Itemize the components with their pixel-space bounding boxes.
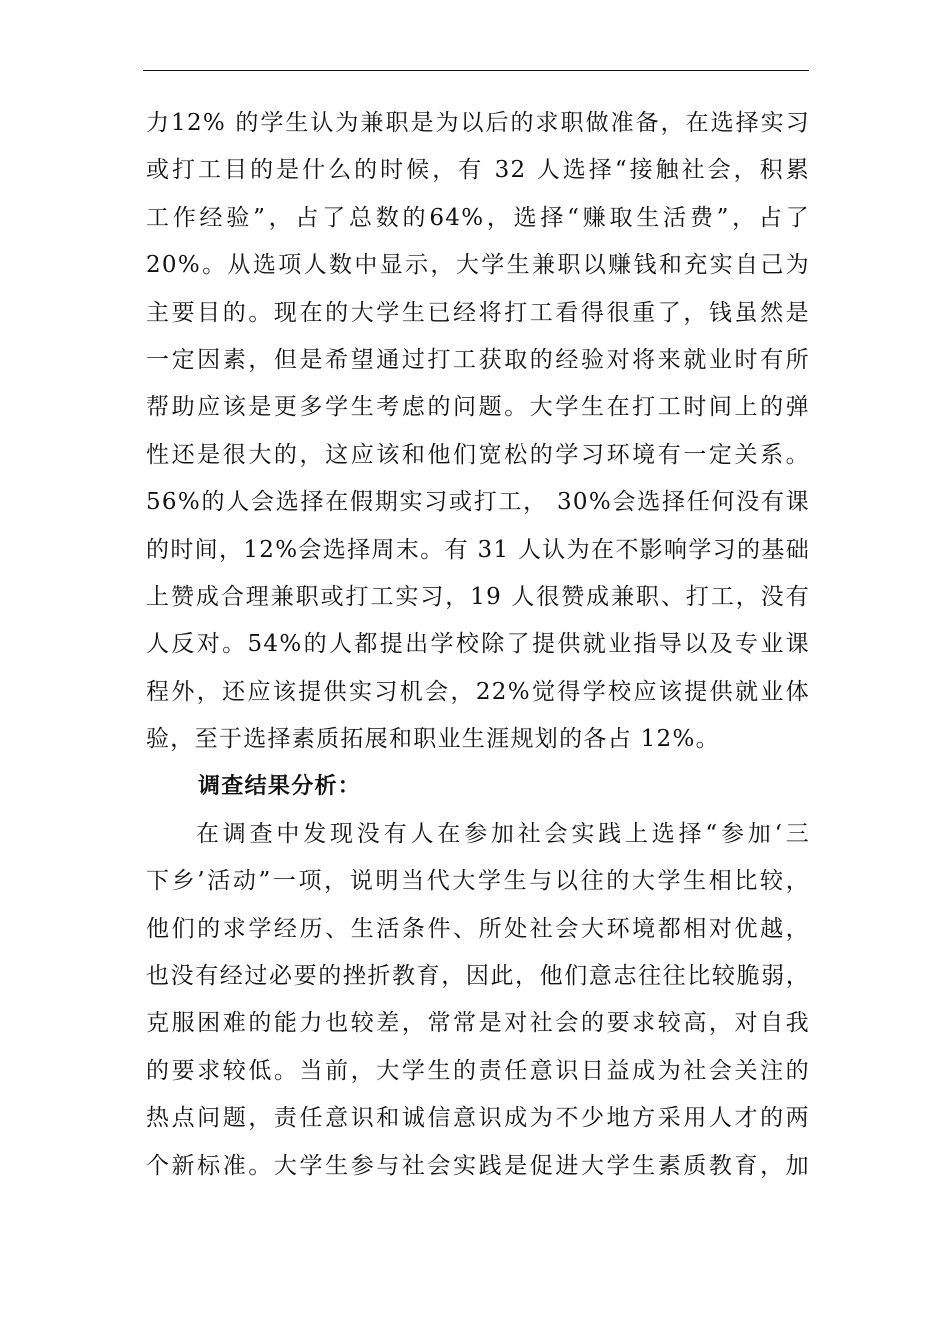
header-rule (143, 70, 809, 71)
paragraph-survey-results (146, 100, 810, 763)
text-line: 克服困难的能力也较差，常常是对社会的要求较高，对自我 (146, 1010, 810, 1037)
text-line: 56%的人会选择在假期实习或打工， 30%会选择任何没有课 (146, 489, 810, 516)
text-line: 一定因素，但是希望通过打工获取的经验对将来就业时有所 (146, 346, 810, 373)
text-line: 也没有经过必要的挫折教育，因此，他们意志往往比较脆弱， (146, 963, 810, 990)
text-line: 上赞成合理兼职或打工实习，19 人很赞成兼职、打工，没有 (146, 583, 810, 610)
text-line: 人反对。54%的人都提出学校除了提供就业指导以及专业课 (146, 631, 810, 658)
text-line: 的要求较低。当前，大学生的责任意识日益成为社会关注的 (146, 1057, 810, 1084)
text-line: 或打工目的是什么的时候，有 32 人选择“接触社会，积累 (146, 157, 810, 184)
document-body (146, 100, 810, 1190)
text-line: 帮助应该是更多学生考虑的问题。大学生在打工时间上的弹 (146, 394, 810, 421)
text-line: 热点问题，责任意识和诚信意识成为不少地方采用人才的两 (146, 1105, 810, 1132)
text-line: 程外，还应该提供实习机会，22%觉得学校应该提供就业体 (146, 678, 810, 705)
text-line: 20%。从选项人数中显示，大学生兼职以赚钱和充实自己为 (146, 252, 810, 279)
paragraph-analysis (146, 811, 810, 1190)
text-line: 性还是很大的，这应该和他们宽松的学习环境有一定关系。 (146, 441, 810, 468)
text-line: 验，至于选择素质拓展和职业生涯规划的各占 12%。 (146, 726, 720, 753)
text-line: 力12% 的学生认为兼职是为以后的求职做准备，在选择实习 (146, 110, 810, 136)
text-line: 他们的求学经历、生活条件、所处社会大环境都相对优越， (146, 915, 810, 942)
text-line: 下乡’活动”一项，说明当代大学生与以往的大学生相比较， (146, 868, 810, 895)
text-line: 个新标准。大学生参与社会实践是促进大学生素质教育，加 (146, 1152, 810, 1179)
section-heading: 调查结果分析： (198, 774, 362, 800)
text-line: 主要目的。现在的大学生已经将打工看得很重了，钱虽然是 (146, 299, 810, 326)
text-line: 工作经验”，占了总数的64%，选择“赚取生活费”，占了 (146, 204, 810, 231)
text-line: 的时间，12%会选择周末。有 31 人认为在不影响学习的基础 (146, 536, 810, 563)
text-line: 在调查中发现没有人在参加社会实践上选择“参加‘三 (196, 820, 810, 847)
